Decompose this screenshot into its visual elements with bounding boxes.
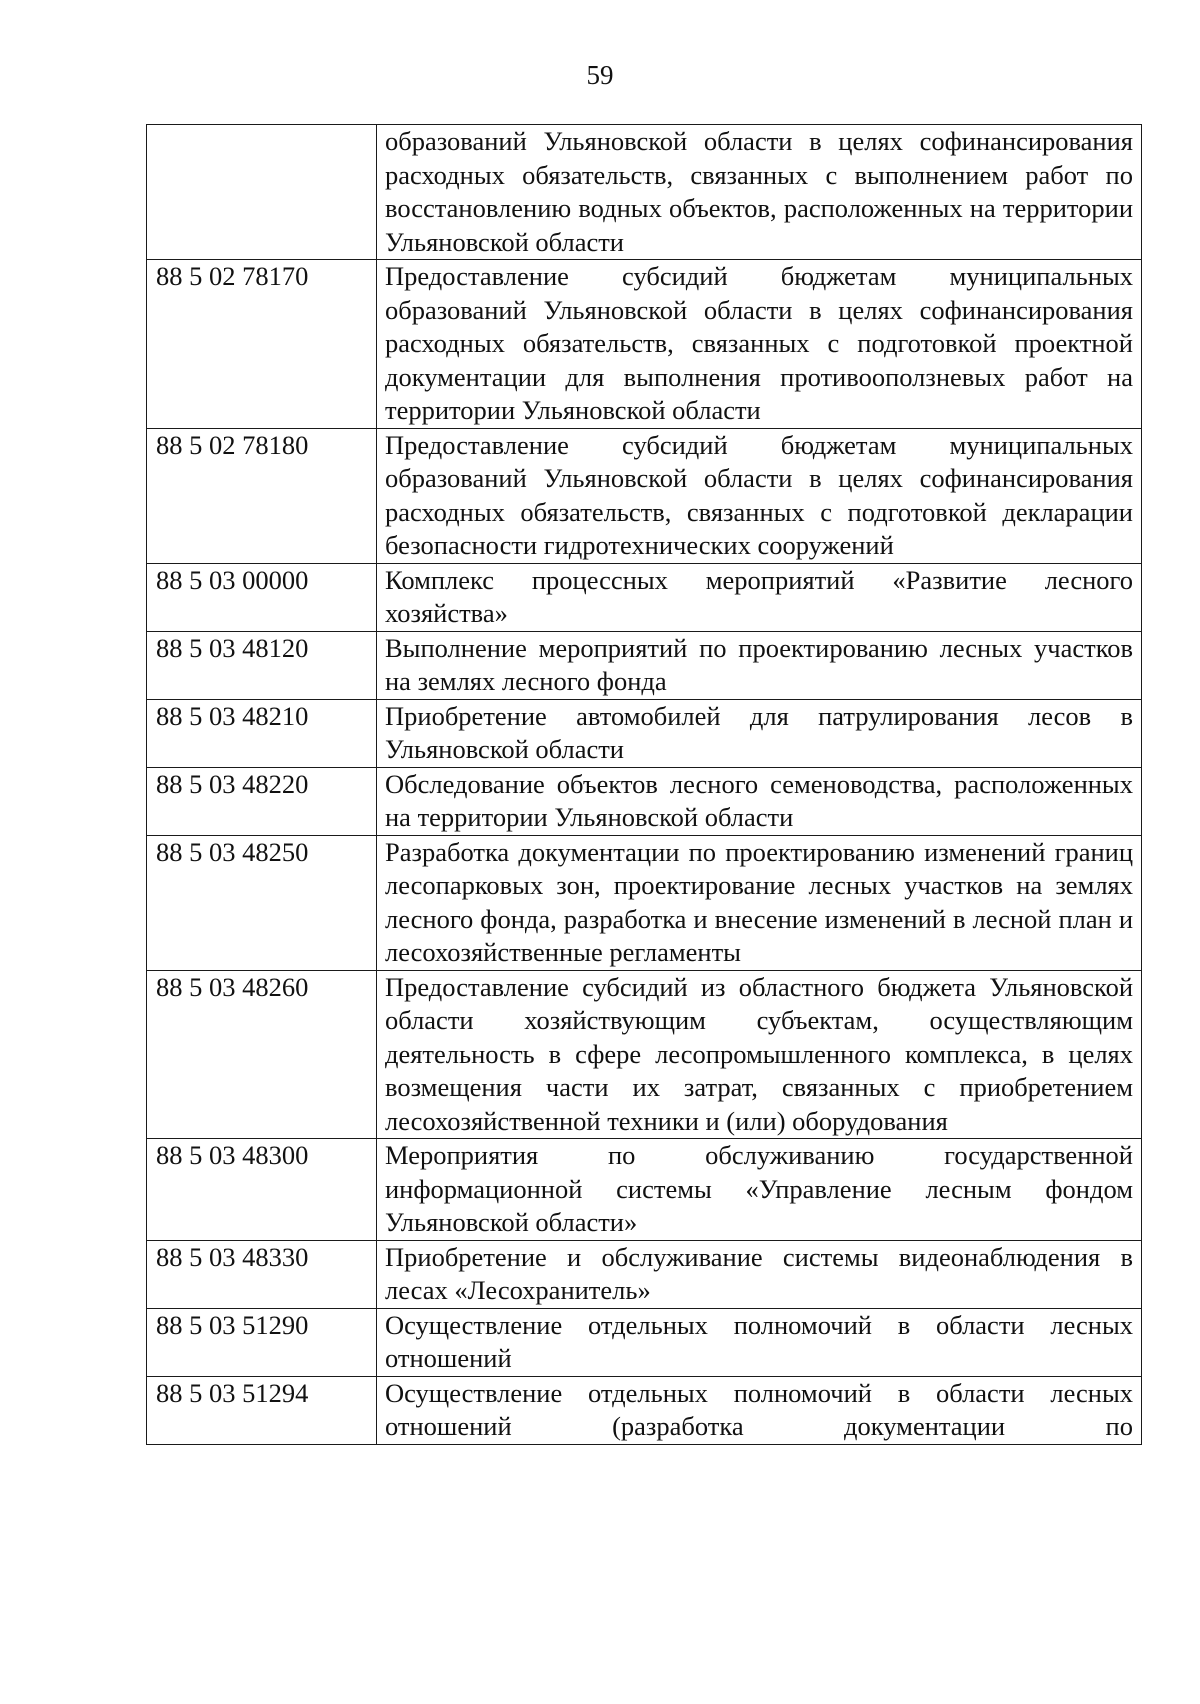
row-code xyxy=(147,125,377,260)
table-row xyxy=(147,970,1142,1139)
row-description: Обследование объектов лесного семеноводства, расположенных на территории Ульяновской области xyxy=(377,767,1142,835)
row-description: Предоставление субсидий бюджетам муниципальных образований Ульяновской области в целях софинансирования расходных обязательств, связанных с подготовкой декларации безопасности гидротехнических сооружений xyxy=(377,428,1142,563)
row-description: Выполнение мероприятий по проектированию лесных участков на землях лесного фонда xyxy=(377,631,1142,699)
row-description: Разработка документации по проектированию изменений границ лесопарковых зон, проектирование лесных участков на землях лесного фонда, разработка и внесение изменений в лесной план и лесохозяйственные регламенты xyxy=(377,835,1142,970)
row-code: 88 5 03 51294 xyxy=(147,1376,377,1444)
table-row xyxy=(147,260,1142,429)
table-row xyxy=(147,1308,1142,1376)
row-code: 88 5 02 78170 xyxy=(147,260,377,429)
row-description: образований Ульяновской области в целях софинансирования расходных обязательств, связанных с выполнением работ по восстановлению водных объектов, расположенных на территории Ульяновской области xyxy=(377,125,1142,260)
row-description: Предоставление субсидий из областного бюджета Ульяновской области хозяйствующим субъектам, осуществляющим деятельность в сфере лесопромышленного комплекса, в целях возмещения части их затрат, связанных с приобретением лесохозяйственной техники и (или) оборудования xyxy=(377,970,1142,1139)
row-description: Осуществление отдельных полномочий в области лесных отношений xyxy=(377,1308,1142,1376)
row-code: 88 5 03 48250 xyxy=(147,835,377,970)
table-row xyxy=(147,428,1142,563)
row-code: 88 5 03 51290 xyxy=(147,1308,377,1376)
row-description: Приобретение автомобилей для патрулирования лесов в Ульяновской области xyxy=(377,699,1142,767)
row-code: 88 5 03 48260 xyxy=(147,970,377,1139)
table-row xyxy=(147,125,1142,260)
row-description: Осуществление отдельных полномочий в области лесных отношений (разработка документации по xyxy=(377,1376,1142,1444)
classification-table xyxy=(146,124,1142,1445)
row-description: Предоставление субсидий бюджетам муниципальных образований Ульяновской области в целях софинансирования расходных обязательств, связанных с подготовкой проектной документации для выполнения противооползневых работ на территории Ульяновской области xyxy=(377,260,1142,429)
table-row xyxy=(147,699,1142,767)
row-code: 88 5 03 48300 xyxy=(147,1139,377,1241)
table-row xyxy=(147,1139,1142,1241)
row-code: 88 5 02 78180 xyxy=(147,428,377,563)
row-code: 88 5 03 48330 xyxy=(147,1240,377,1308)
table-row xyxy=(147,1240,1142,1308)
table-row xyxy=(147,835,1142,970)
row-description: Приобретение и обслуживание системы видеонаблюдения в лесах «Лесохранитель» xyxy=(377,1240,1142,1308)
table-row xyxy=(147,631,1142,699)
row-code: 88 5 03 48120 xyxy=(147,631,377,699)
row-code: 88 5 03 48210 xyxy=(147,699,377,767)
table-row xyxy=(147,1376,1142,1444)
table-row xyxy=(147,767,1142,835)
row-description: Комплекс процессных мероприятий «Развитие лесного хозяйства» xyxy=(377,563,1142,631)
row-code: 88 5 03 00000 xyxy=(147,563,377,631)
row-code: 88 5 03 48220 xyxy=(147,767,377,835)
row-description: Мероприятия по обслуживанию государственной информационной системы «Управление лесным фондом Ульяновской области» xyxy=(377,1139,1142,1241)
page-number: 59 xyxy=(586,60,614,90)
table-row xyxy=(147,563,1142,631)
